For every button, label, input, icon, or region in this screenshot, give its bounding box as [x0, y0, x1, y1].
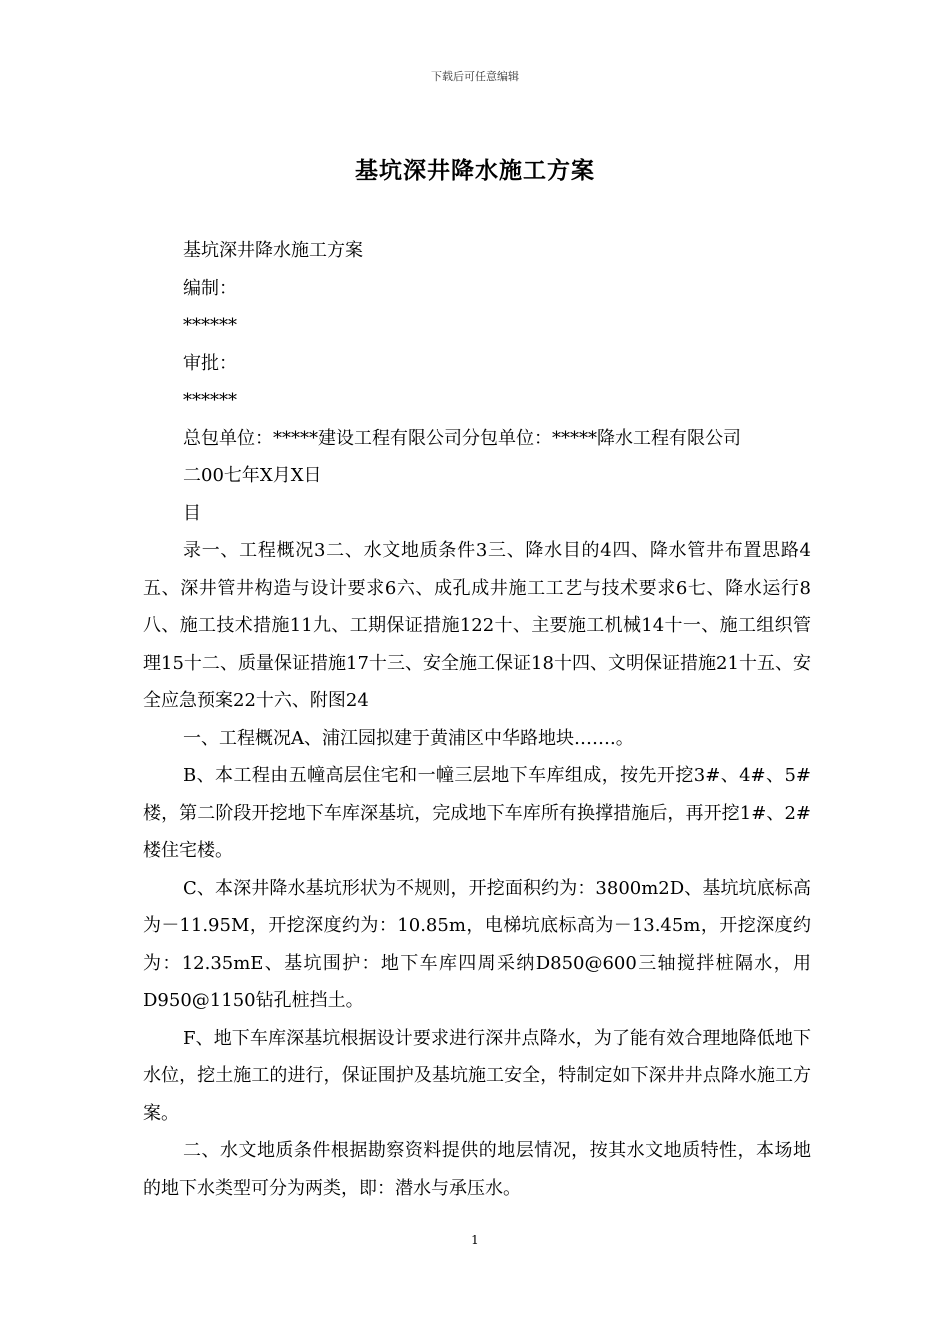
- paragraph-project-overview: 一、工程概况A、浦江园拟建于黄浦区中华路地块…….。: [183, 727, 634, 749]
- paragraph-f: F、地下车库深基坑根据设计要求进行深井点降水，为了能有效合理地降低地下水位，挖土施工的进行，保证围护及基坑施工安全，特制定如下深井井点降水施工方案。: [143, 1027, 811, 1124]
- page-title: 基坑深井降水施工方案: [355, 157, 595, 184]
- date-line: 二00七年X月X日: [183, 465, 322, 486]
- subtitle: 基坑深井降水施工方案: [183, 240, 363, 261]
- approver-label: 审批：: [183, 352, 237, 374]
- page-number: 1: [471, 1233, 479, 1247]
- paragraph-b: B、本工程由五幢高层住宅和一幢三层地下车库组成，按先开挖3#、4#、5#楼，第二阶段开挖地下车库深基坑，完成地下车库所有换撑措施后，再开挖1#、2#楼住宅楼。: [143, 765, 811, 861]
- toc-paragraph: 录一、工程概况3二、水文地质条件3三、降水目的4四、降水管井布置思路4五、深井管井构造与设计要求6六、成孔成井施工工艺与技术要求6七、降水运行8八、施工技术措施11九、工期保证措施122十、主要施工机械14十一、施工组织管理15十二、质量保证措施17十三、安全施工保证18十四、文明保证措施21十五、安全应急预案22十六、附图24: [143, 540, 811, 711]
- document-body: [143, 232, 811, 1207]
- header-note: 下载后可任意编辑: [431, 70, 519, 83]
- compiler-name: ******: [183, 315, 237, 336]
- toc-heading: 目: [183, 502, 201, 524]
- compiler-label: 编制：: [183, 277, 237, 299]
- paragraph-c: C、本深井降水基坑形状为不规则，开挖面积约为：3800m2D、基坑坑底标高为－11.95M，开挖深度约为：10.85m，电梯坑底标高为－13.45m，开挖深度约为：12.35mE、基坑围护：地下车库四周采纳D850@600三轴搅拌桩隔水，用D950@1150钻孔桩挡土。: [143, 877, 811, 1011]
- contractors-line: 总包单位：*****建设工程有限公司分包单位：*****降水工程有限公司: [183, 427, 741, 449]
- paragraph-hydrogeology: 二、水文地质条件根据勘察资料提供的地层情况，按其水文地质特性，本场地的地下水类型可分为两类，即：潜水与承压水。: [143, 1140, 811, 1199]
- approver-name: ******: [183, 390, 237, 411]
